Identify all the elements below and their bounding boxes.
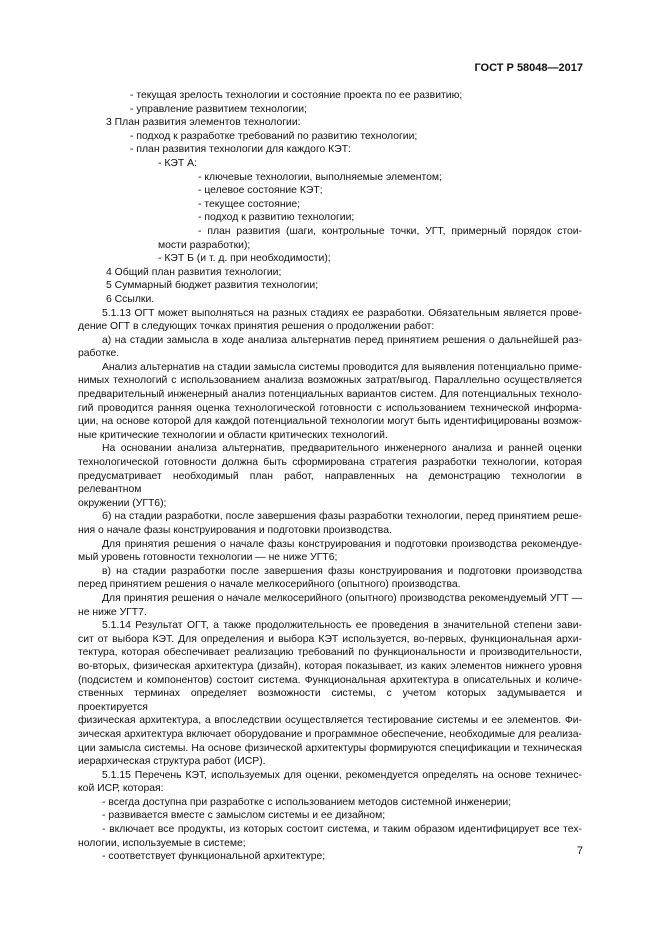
paragraph-line: ственных терминах определяет возможности системы, с учетом которых задумывается и проектируется bbox=[78, 688, 582, 713]
list-item: - КЭТ А: bbox=[158, 157, 197, 169]
paragraph-line: во-вторых, физическая архитектура (дизайн), которая показывает, из каких элементов нижнего уровня bbox=[78, 660, 582, 672]
paragraph-line: работке. bbox=[78, 348, 120, 360]
list-item: - план развития технологии для каждого КЭТ: bbox=[130, 144, 351, 156]
paragraph-line: (подсистем и компонентов) состоит система. Функциональная архитектура в описательных и количе- bbox=[78, 674, 582, 686]
list-item-continuation: мости разработки); bbox=[158, 239, 251, 251]
list-item: - подход к развитию технологии; bbox=[198, 212, 355, 224]
paragraph-line: сит от выбора КЭТ. Для определения и выбора КЭТ используется, во-первых, функциональная архи- bbox=[78, 633, 582, 645]
list-item: - КЭТ Б (и т. д. при необходимости); bbox=[158, 253, 331, 265]
paragraph-line: гий проводится ранняя оценка технологической готовности с использованием технической информа- bbox=[78, 402, 582, 414]
paragraph-line: 5.1.13 ОГТ может выполняться на разных стадиях ее разработки. Обязательным является прове- bbox=[102, 307, 582, 319]
numbered-item: 5 Суммарный бюджет развития технологии; bbox=[106, 280, 319, 292]
paragraph-line: нимых технологий с использованием анализа возможных затрат/выгод. Параллельно осуществляется bbox=[78, 375, 582, 387]
paragraph-line: ния о начале фазы конструирования и подготовки производства. bbox=[78, 525, 392, 536]
paragraph-line: ные критические технологии и области критических технологий. bbox=[78, 429, 388, 441]
paragraph-line: мый уровень готовности технологии — не ниже УГТ6; bbox=[78, 552, 338, 564]
paragraph-line: ции замысла системы. На основе физической архитектуры формируются спецификации и техническая bbox=[78, 742, 582, 754]
document-standard-id: ГОСТ Р 58048—2017 bbox=[474, 62, 583, 74]
paragraph-line: окружении (УГТ6); bbox=[78, 497, 167, 509]
paragraph-line: б) на стадии разработки, после завершения фазы разработки технологии, перед принятием реше- bbox=[102, 511, 582, 523]
paragraph-line: а) на стадии замысла в ходе анализа альтернатив перед принятием решения о дальнейшей раз- bbox=[102, 334, 582, 346]
paragraph-line: зическая архитектура включает оборудование и программное обеспечение, необходимые для реализа- bbox=[78, 728, 582, 740]
list-item: - текущее состояние; bbox=[198, 198, 301, 210]
numbered-item: 4 Общий план развития технологии; bbox=[106, 266, 282, 278]
list-item: - управление развитием технологии; bbox=[130, 103, 307, 115]
paragraph-line: 5.1.15 Перечень КЭТ, используемых для оценки, рекомендуется определять на основе техничес- bbox=[102, 769, 582, 781]
list-item: - развивается вместе с замыслом системы и ее дизайном; bbox=[102, 810, 386, 822]
paragraph-line: 5.1.14 Результат ОГТ, а также продолжительность ее проведения в значительной степени зави- bbox=[102, 620, 582, 632]
paragraph-line: в) на стадии разработки после завершения фазы конструирования и подготовки производства bbox=[102, 565, 582, 577]
list-item: - подход к разработке требований по развитию технологии; bbox=[130, 130, 418, 142]
page-body bbox=[78, 89, 582, 864]
paragraph-line: На основании анализа альтернатив, предварительного инженерного анализа и ранней оценки bbox=[102, 443, 582, 455]
paragraph-line: Анализ альтернатив на стадии замысла системы проводится для выявления потенциально приме- bbox=[102, 361, 582, 373]
paragraph-line: не ниже УГТ7. bbox=[78, 606, 147, 618]
list-item: - ключевые технологии, выполняемые элементом; bbox=[198, 171, 442, 183]
paragraph-line: ции, на основе которой для каждой потенциальной технологии могут быть идентифицированы возмож- bbox=[78, 416, 582, 428]
list-item: - целевое состояние КЭТ; bbox=[198, 185, 323, 197]
paragraph-line: тектура, которая обеспечивает реализацию требований по функциональности и производительности, bbox=[78, 647, 582, 659]
paragraph-line: Для принятия решения о начале мелкосерийного (опытного) производства рекомендуемый УГТ — bbox=[102, 592, 582, 604]
paragraph-line: кой ИСР, которая: bbox=[78, 783, 164, 795]
list-item: - включает все продукты, из которых состоит система, и таким образом идентифицирует все тех- bbox=[102, 824, 582, 836]
paragraph-line: технологической готовности должна быть сформирована стратегия разработки технологии, которая bbox=[78, 457, 582, 469]
paragraph-line: предварительный инженерный анализ потенциальных вариантов систем. Для потенциальных техноло- bbox=[78, 389, 582, 401]
list-item: - текущая зрелость технологии и состояние проекта по ее развитию; bbox=[130, 90, 463, 101]
paragraph-line: предусматривает необходимый план работ, направленных на демонстрацию технологии в релевантном bbox=[78, 470, 582, 496]
list-item: - план развития (шаги, контрольные точки, УГТ, примерный порядок стои- bbox=[198, 225, 582, 237]
page-number: 7 bbox=[576, 845, 583, 857]
list-item: - всегда доступна при разработке с использованием методов системной инженерии; bbox=[102, 796, 512, 808]
list-item-continuation: нологии, используемые в системе; bbox=[78, 837, 246, 849]
list-item: - соответствует функциональной архитектуре; bbox=[102, 851, 326, 863]
paragraph-line: Для принятия решения о начале фазы конструирования и подготовки производства рекомендуе- bbox=[102, 538, 582, 550]
paragraph-line: физическая архитектура, а впоследствии осуществляется тестирование системы и ее элементов. Фи- bbox=[78, 715, 582, 727]
numbered-item: 6 Ссылки. bbox=[106, 293, 155, 305]
paragraph-line: перед принятием решения о начале мелкосерийного (опытного) производства. bbox=[78, 579, 461, 591]
paragraph-line: иерархическая структура работ (ИСР). bbox=[78, 756, 266, 768]
numbered-item: 3 План развития элементов технологии: bbox=[106, 117, 301, 129]
paragraph-line: дение ОГТ в следующих точках принятия решения о продолжении работ: bbox=[78, 321, 435, 333]
